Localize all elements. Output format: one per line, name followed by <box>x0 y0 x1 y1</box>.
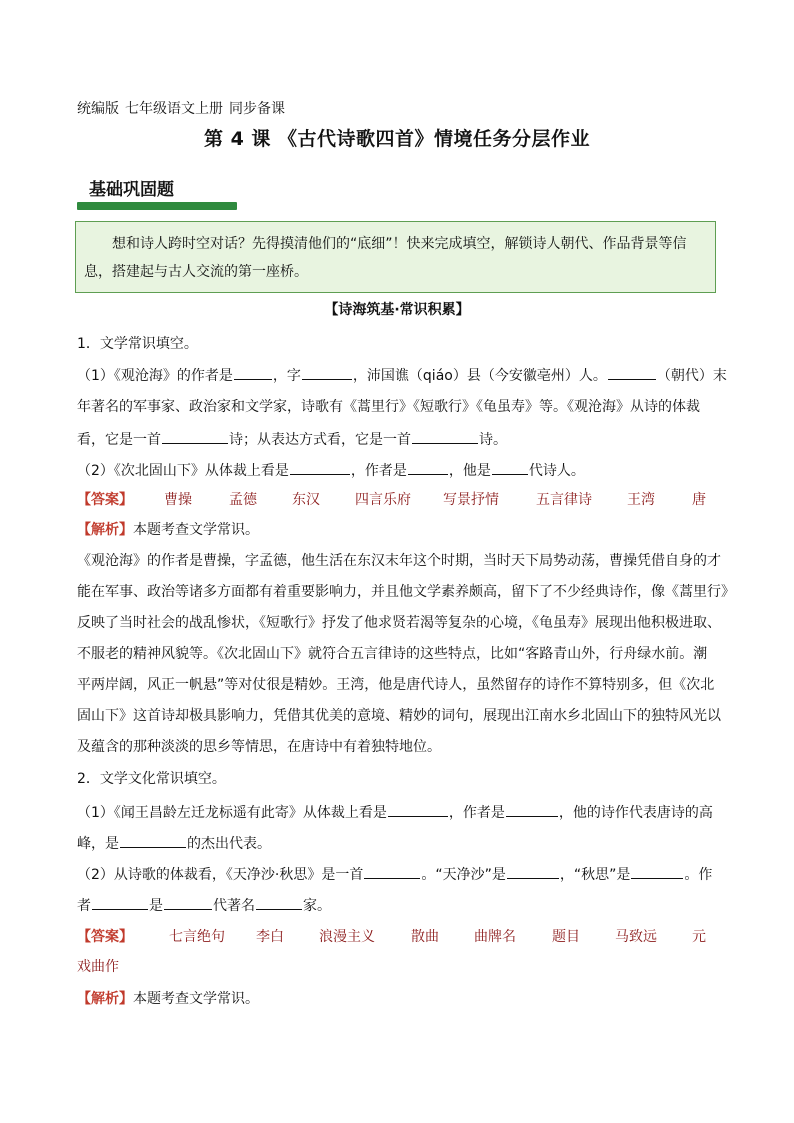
page-title: 第 4 课 《古代诗歌四首》情境任务分层作业 <box>203 128 591 150</box>
q1-text: ，他是 <box>448 463 491 479</box>
q2-text: 是 <box>149 898 163 914</box>
answer-item: 东汉 <box>292 492 320 508</box>
q1-part1-line2: 年著名的军事家、政治家和文学家，诗歌有《蒿里行》《短歌行》《龟虽寿》等。《观沧海》从诗的体裁 <box>77 399 700 415</box>
q2-text: 者 <box>77 898 91 914</box>
q1-part2 <box>77 458 717 482</box>
section-banner <box>77 178 237 210</box>
q1-text: （1）《观沧海》的作者是 <box>77 368 233 384</box>
q2-answer-wrap: 戏曲作 <box>77 959 119 975</box>
blank <box>164 893 212 910</box>
answer-item: 李白 <box>256 929 284 945</box>
blank <box>388 800 448 817</box>
q2-text: 家。 <box>303 898 331 914</box>
q2-text: 峰，是 <box>77 836 119 852</box>
series-label: 同步备课 <box>229 101 285 117</box>
answer-item: 曹操 <box>164 492 192 508</box>
q2-part1-line2 <box>77 831 717 855</box>
answer-item: 唐 <box>692 492 706 508</box>
q1-part1-line3 <box>77 427 717 451</box>
q1-text: ，字 <box>272 368 301 384</box>
q2-text: （2）从诗歌的体裁看，《天净沙·秋思》是一首 <box>77 867 364 883</box>
answer-item: 元 <box>692 929 706 945</box>
q1-text: （朝代）末 <box>656 368 727 384</box>
course-header <box>77 100 291 118</box>
analysis-intro: 本题考查文学常识。 <box>133 522 259 538</box>
blank <box>608 363 656 380</box>
q1-text: ，沛国谯（qiáo）县（今安徽亳州）人。 <box>352 368 607 384</box>
blank <box>506 800 558 817</box>
analysis-intro: 本题考查文学常识。 <box>133 991 259 1007</box>
edition-label: 统编版 <box>77 101 119 117</box>
section-banner-bar <box>77 202 237 210</box>
blank <box>364 862 420 879</box>
q2-text: 。“天净沙”是 <box>421 867 506 883</box>
q1-analysis-line: 及蕴含的那种淡淡的思乡等情思，在唐诗中有着独特地位。 <box>77 739 441 755</box>
q1-analysis-line: 不服老的精神风貌等。《次北固山下》就符合五言律诗的这些特点，比如“客路青山外，行舟绿水前。潮 <box>77 646 708 662</box>
q1-analysis-line: 固山下》这首诗却极具影响力，凭借其优美的意境、精妙的词句，展现出江南水乡北固山下的独特风光以 <box>77 708 721 724</box>
blank <box>302 363 352 380</box>
q1-analysis-line: 反映了当时社会的战乱惨状，《短歌行》抒发了他求贤若渴等复杂的心境，《龟虽寿》展现出他积极进取、 <box>77 615 721 631</box>
answer-item: 散曲 <box>411 929 439 945</box>
answer-item: 浪漫主义 <box>319 929 375 945</box>
q2-part2-line2 <box>77 893 717 917</box>
analysis-label: 【解析】 <box>77 522 133 538</box>
q1-text: 看，它是一首 <box>77 432 161 448</box>
answer-item: 五言律诗 <box>536 492 592 508</box>
q2-text: 。作 <box>684 867 713 883</box>
blank <box>256 893 302 910</box>
q2-part1-line1 <box>77 800 717 824</box>
task-intro-text: 想和诗人跨时空对话？先得摸清他们的“底细”！快来完成填空，解锁诗人朝代、作品背景等信息，搭建起与古人交流的第一座桥。 <box>84 236 687 280</box>
q1-analysis-line: 《观沧海》的作者是曹操，字孟德，他生活在东汉末年这个时期，当时天下局势动荡，曹操凭借自身的才 <box>77 553 721 569</box>
answer-item: 马致远 <box>615 929 657 945</box>
q1-text: 诗；从表达方式看，它是一首 <box>229 432 411 448</box>
answer-label: 【答案】 <box>77 492 133 508</box>
q1-stem: 1．文学常识填空。 <box>77 336 198 352</box>
q2-part2-line1 <box>77 862 717 886</box>
blank <box>507 862 559 879</box>
q1-analysis-header <box>77 519 717 541</box>
section-label: 基础巩固题 <box>89 180 174 200</box>
q2-text: （1）《闻王昌龄左迁龙标遥有此寄》从体裁上看是 <box>77 805 387 821</box>
q2-text: 的杰出代表。 <box>187 836 271 852</box>
q1-text: 代诗人。 <box>528 463 585 479</box>
answer-item: 四言乐府 <box>355 492 411 508</box>
answer-item: 写景抒情 <box>443 492 499 508</box>
q1-analysis-line: 能在军事、政治等诸多方面都有着重要影响力，并且他文学素养颇高，留下了不少经典诗作，像《蒿里行》 <box>77 584 735 600</box>
blank <box>631 862 683 879</box>
q1-text: ，作者是 <box>350 463 407 479</box>
q1-part1-line1 <box>77 363 727 387</box>
grade-label: 七年级语文上册 <box>125 101 223 117</box>
q2-analysis-header <box>77 988 717 1010</box>
answer-item: 王湾 <box>627 492 655 508</box>
blank <box>120 831 186 848</box>
analysis-label: 【解析】 <box>77 991 133 1007</box>
answer-item: 题目 <box>552 929 580 945</box>
q1-analysis-line: 平两岸阔，风正一帆悬”等对仗很是精妙。王湾，他是唐代诗人，虽然留存的诗作不算特别多，但《次北 <box>77 677 715 693</box>
q2-stem: 2．文学文化常识填空。 <box>77 771 226 787</box>
blank <box>290 458 350 475</box>
q2-text: ，“秋思”是 <box>559 867 631 883</box>
blank <box>92 893 148 910</box>
blank <box>234 363 272 380</box>
blank <box>492 458 528 475</box>
answer-item: 孟德 <box>229 492 257 508</box>
q2-text: ，他的诗作代表唐诗的高 <box>558 805 713 821</box>
q2-text: ，作者是 <box>448 805 505 821</box>
q1-text: （2）《次北固山下》从体裁上看是 <box>77 463 289 479</box>
answer-label: 【答案】 <box>77 929 133 945</box>
q1-text: 诗。 <box>479 432 507 448</box>
block-heading: 【诗海筑基·常识积累】 <box>324 302 470 318</box>
q2-text: 代著名 <box>213 898 255 914</box>
blank <box>162 427 228 444</box>
blank <box>412 427 478 444</box>
task-intro-box <box>75 221 716 293</box>
blank <box>408 458 448 475</box>
answer-item: 曲牌名 <box>474 929 516 945</box>
answer-item: 七言绝句 <box>169 929 225 945</box>
